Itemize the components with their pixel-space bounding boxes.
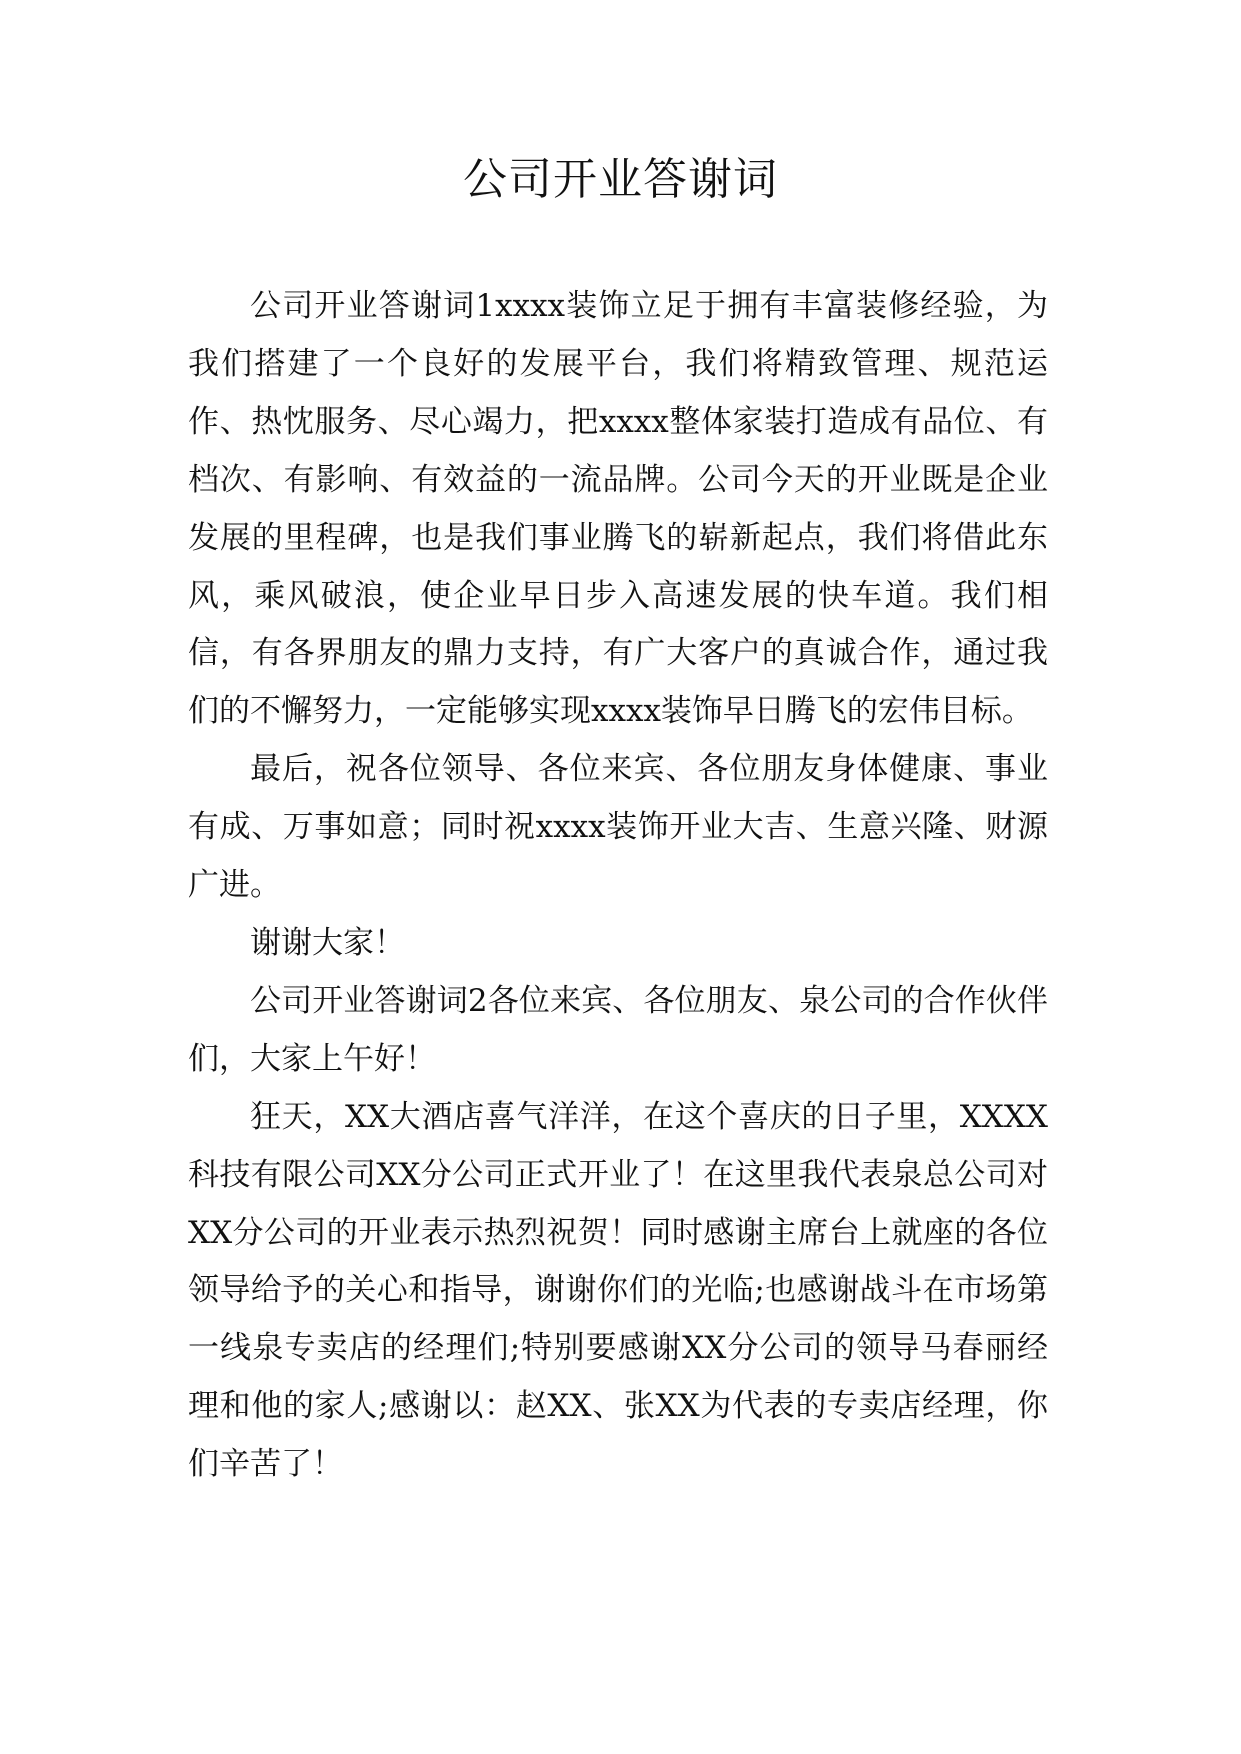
paragraph-2: 最后，祝各位领导、各位来宾、各位朋友身体健康、事业有成、万事如意；同时祝xxxx装饰开业大吉、生意兴隆、财源广进。	[188, 751, 1048, 904]
document-title: 公司开业答谢词	[463, 154, 778, 205]
paragraph-3: 谢谢大家！	[250, 924, 405, 961]
document-body	[188, 278, 1048, 1494]
paragraph-4: 公司开业答谢词2各位来宾、各位朋友、泉公司的合作伙伴们，大家上午好！	[188, 982, 1048, 1077]
paragraph-1: 公司开业答谢词1xxxx装饰立足于拥有丰富装修经验，为我们搭建了一个良好的发展平台，我们将精致管理、规范运作、热忱服务、尽心竭力，把xxxx整体家装打造成有品位、有档次、有影响、有效益的一流品牌。公司今天的开业既是企业发展的里程碑，也是我们事业腾飞的崭新起点，我们将借此东风，乘风破浪，使企业早日步入高速发展的快车道。我们相信，有各界朋友的鼎力支持，有广大客户的真诚合作，通过我们的不懈努力，一定能够实现xxxx装饰早日腾飞的宏伟目标。	[188, 288, 1048, 730]
paragraph-5: 狂天，XX大酒店喜气洋洋，在这个喜庆的日子里，XXXX科技有限公司XX分公司正式开业了！在这里我代表泉总公司对XX分公司的开业表示热烈祝贺！同时感谢主席台上就座的各位领导给予的关心和指导，谢谢你们的光临;也感谢战斗在市场第一线泉专卖店的经理们;特别要感谢XX分公司的领导马春丽经理和他的家人;感谢以：赵XX、张XX为代表的专卖店经理，你们辛苦了！	[188, 1098, 1048, 1483]
